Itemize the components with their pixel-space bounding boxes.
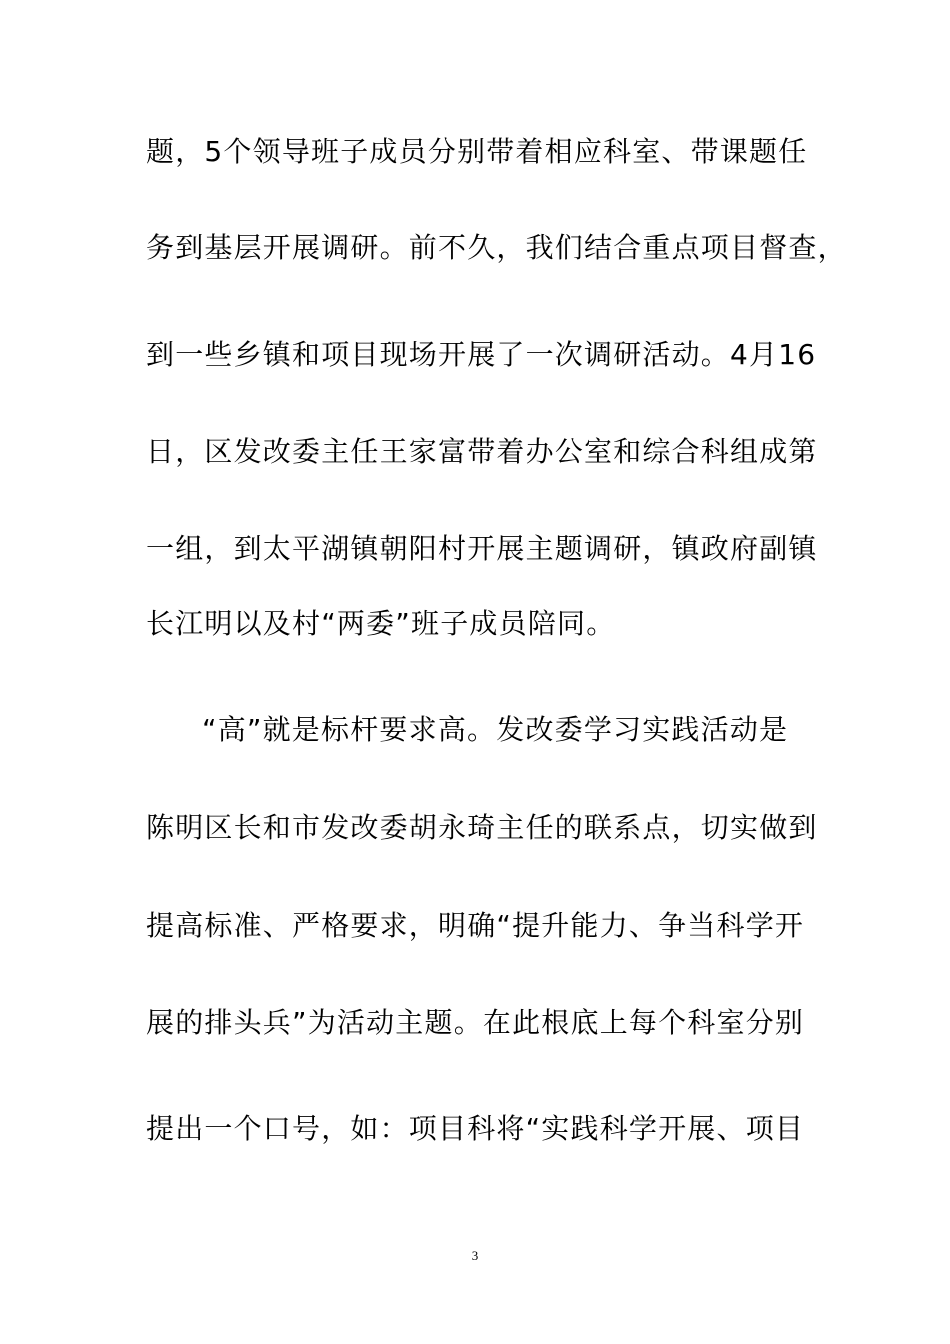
body-text-line: 务到基层开展调研。前不久，我们结合重点项目督查， [146, 231, 847, 264]
body-text-line: 到一些乡镇和项目现场开展了一次调研活动。4月16 [146, 338, 817, 371]
body-text-line: 日，区发改委主任王家富带着办公室和综合科组成第 [146, 435, 818, 468]
page-number: 3 [471, 1248, 479, 1263]
body-text-line: 长江明以及村“两委”班子成员陪同。 [146, 607, 616, 640]
paragraph-first-line: “高”就是标杆要求高。发改委学习实践活动是 [202, 713, 789, 746]
body-text-line: 陈明区长和市发改委胡永琦主任的联系点，切实做到 [146, 811, 818, 844]
body-text-line: 提高标准、严格要求，明确“提升能力、争当科学开 [146, 909, 805, 942]
body-text-line: 一组，到太平湖镇朝阳村开展主题调研，镇政府副镇 [146, 532, 818, 565]
body-text-line: 展的排头兵”为活动主题。在此根底上每个科室分别 [146, 1006, 805, 1039]
body-text-line: 题，5个领导班子成员分别带着相应科室、带课题任 [146, 135, 808, 168]
body-text-line: 提出一个口号，如：项目科将“实践科学开展、项目 [146, 1112, 805, 1145]
